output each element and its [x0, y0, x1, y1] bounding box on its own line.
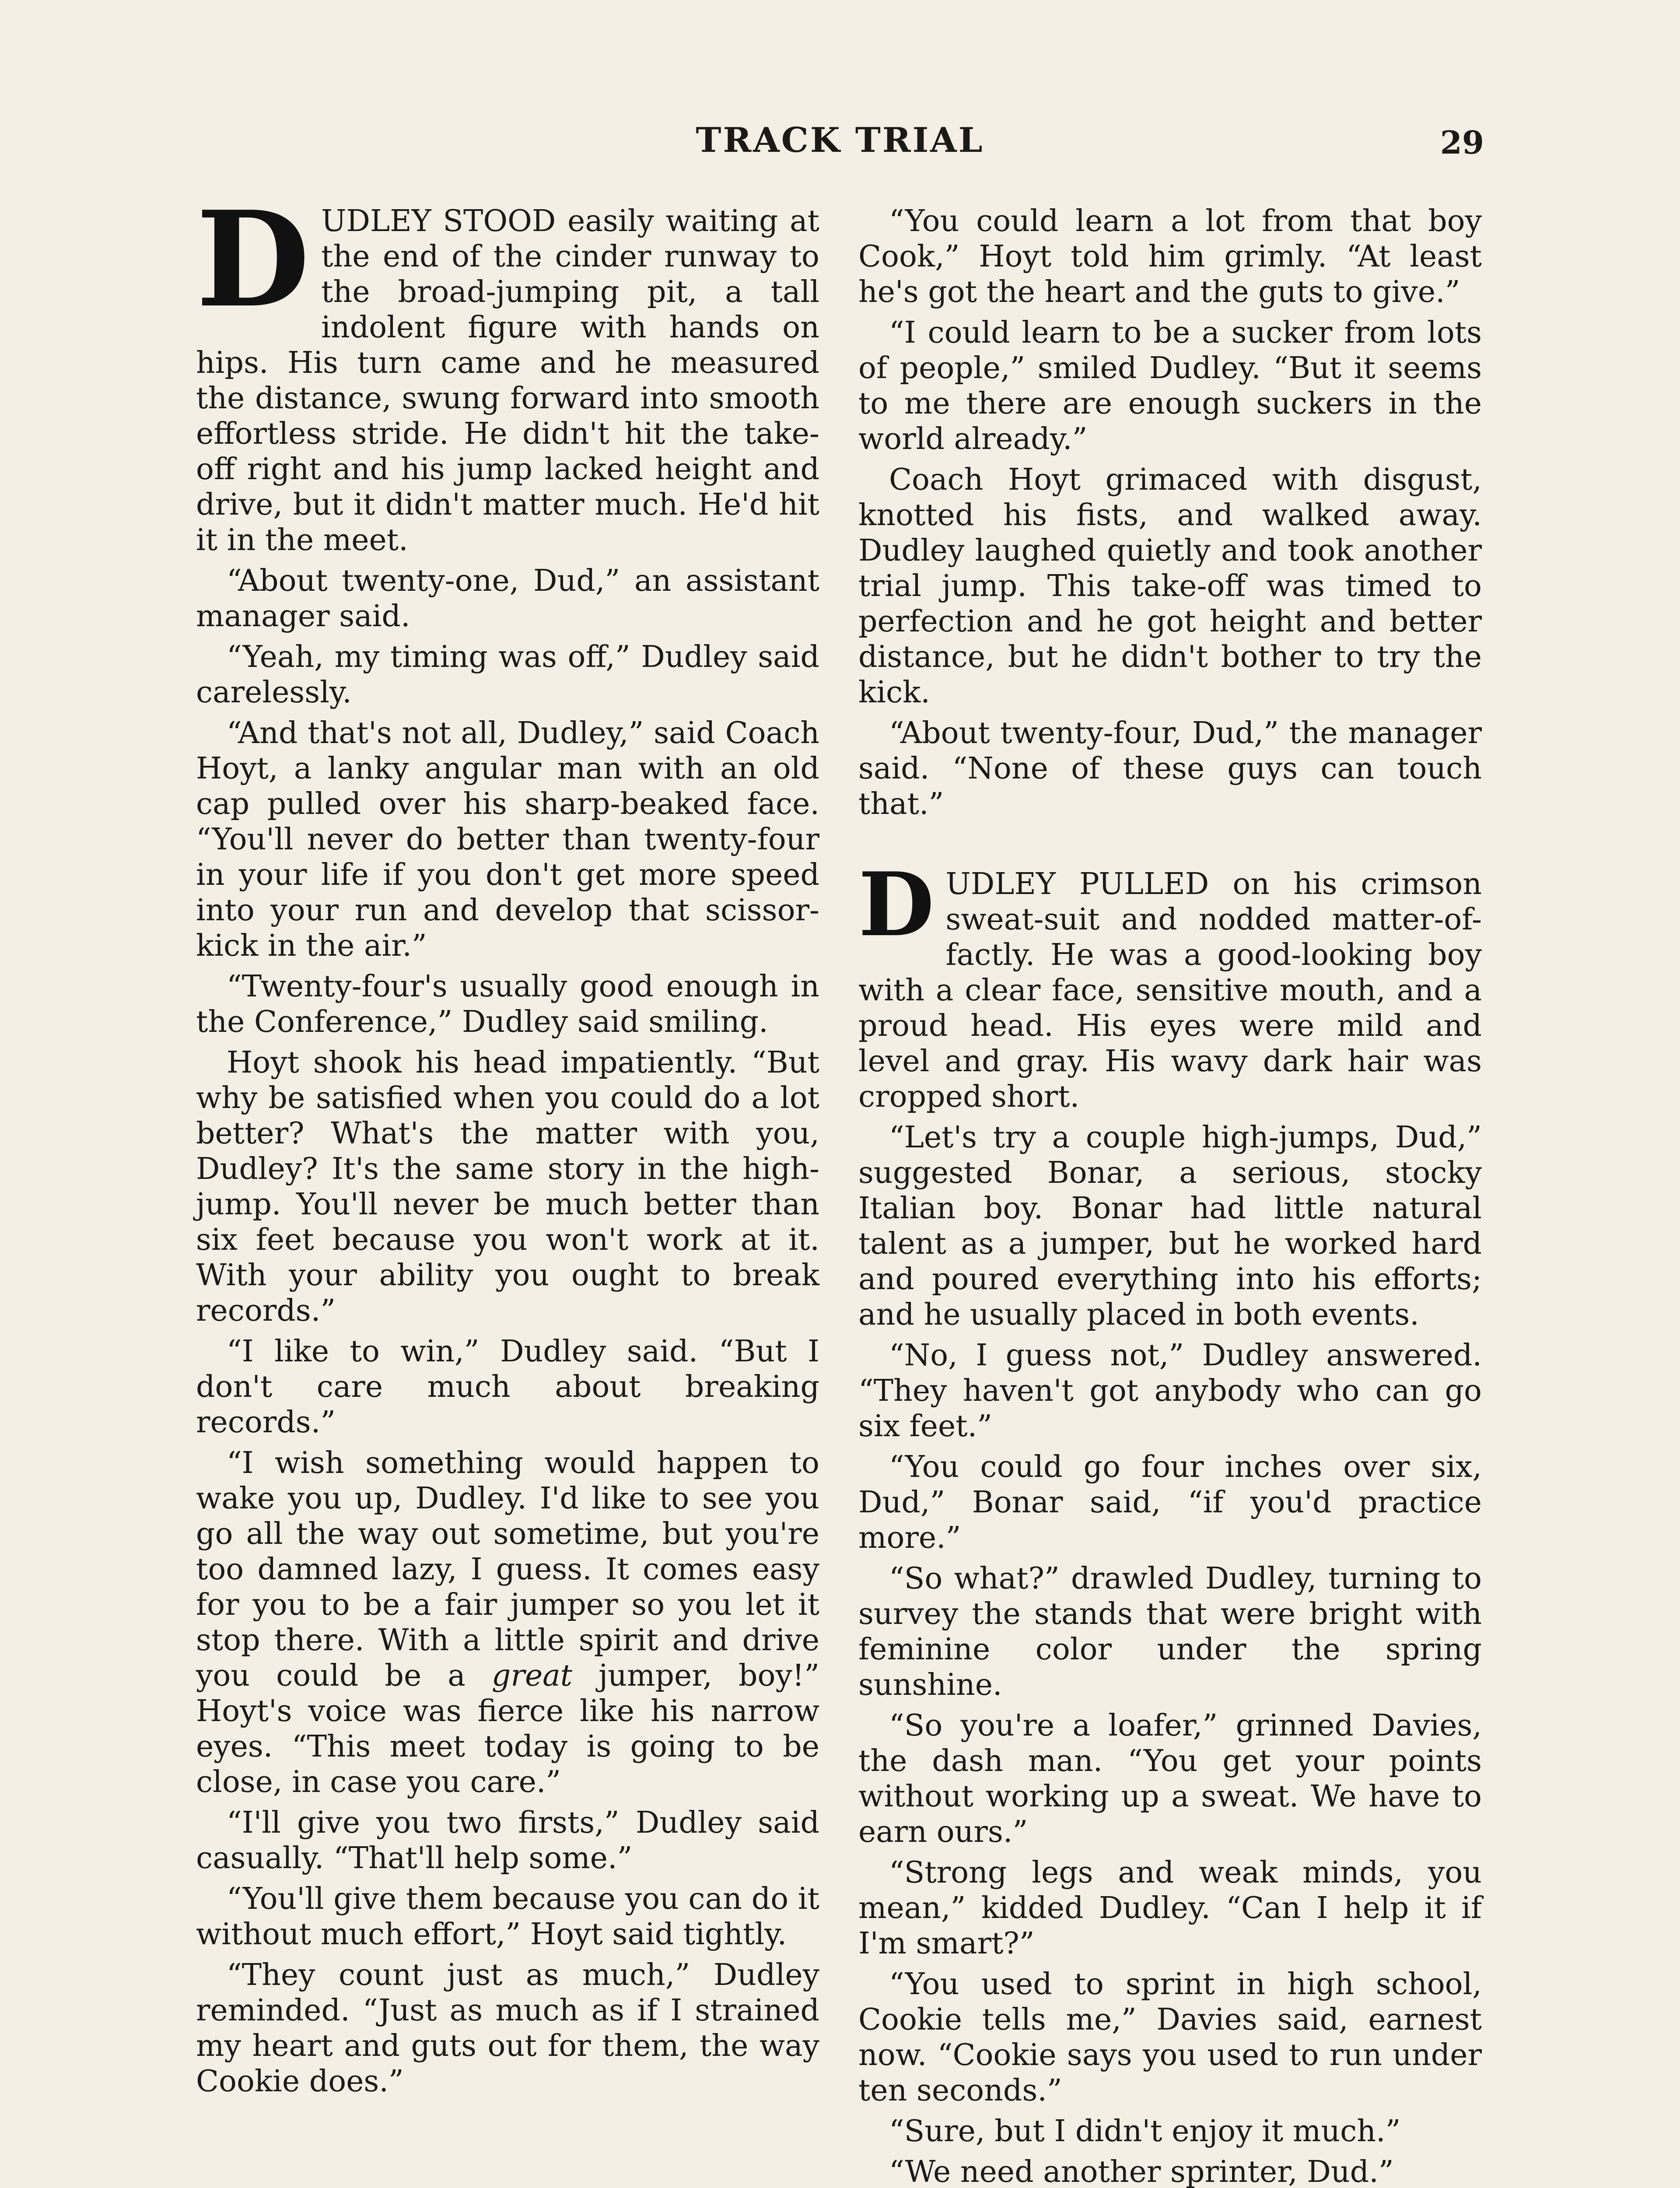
paragraph: “I'll give you two firsts,” Dudley said casually. “That'll help some.” [196, 1806, 819, 1876]
paragraph: “I like to win,” Dudley said. “But I don't care much about breaking records.” [196, 1334, 819, 1440]
drop-cap: D [858, 853, 934, 956]
paragraph: “Twenty-four's usually good enough in the Conference,” Dudley said smiling. [196, 969, 819, 1039]
paragraph: “You'll give them because you can do it without much effort,” Hoyt said tightly. [196, 1882, 819, 1952]
paragraph: “So what?” drawled Dudley, turning to survey the stands that were bright with feminine color under the spring sunshine. [858, 1561, 1482, 1702]
paragraph: “You used to sprint in high school, Cookie tells me,” Davies said, earnest now. “Cookie says you used to run under ten seconds.” [858, 1967, 1482, 2108]
paragraph: “About twenty-one, Dud,” an assistant manager said. [196, 564, 819, 634]
section-break [858, 827, 1482, 866]
section-opening-paragraph [858, 853, 1482, 1115]
paragraph: “About twenty-four, Dud,” the manager said. “None of these guys can touch that.” [858, 716, 1482, 821]
paragraph: “You could go four inches over six, Dud,” Bonar said, “if you'd practice more.” [858, 1450, 1482, 1555]
paragraph-text: jumper, boy!” Hoyt's voice was fierce like his narrow eyes. “This meet today is going to be close, in case you care.” [196, 1659, 819, 1799]
paragraph: “I could learn to be a sucker from lots of people,” smiled Dudley. “But it seems to me there are enough suckers in the world already.” [858, 316, 1482, 456]
right-column [858, 203, 1482, 2188]
emphasis-text: great [491, 1659, 573, 1693]
running-title: TRACK TRIAL [696, 120, 984, 160]
paragraph: “Yeah, my timing was off,” Dudley said carelessly. [196, 640, 819, 710]
paragraph [196, 1445, 819, 1800]
paragraph: “So you're a loafer,” grinned Davies, the dash man. “You get your points without working up a sweat. We have to earn ours.” [858, 1708, 1482, 1849]
paragraph: “Sure, but I didn't enjoy it much.” [889, 2114, 1401, 2149]
paragraph: “They count just as much,” Dudley reminded. “Just as much as if I strained my heart and guts out for them, the way Cookie does.” [196, 1958, 819, 2099]
page-header [0, 120, 1680, 173]
paragraph: “We need another sprinter, Dud.” [889, 2155, 1394, 2188]
paragraph-text: UDLEY STOOD easily waiting at the end of the cinder runway to the broad-jumping pit, a tall indolent figure with hands on hips. His turn came and he measured the distance, swung forward into smooth effortless stride. He didn't hit the take-off right and his jump lacked height and drive, but it didn't matter much. He'd hit it in the meet. [196, 204, 819, 558]
paragraph: “You could learn a lot from that boy Cook,” Hoyt told him grimly. “At least he's got the heart and the guts to give.” [858, 204, 1482, 309]
paragraph: “Strong legs and weak minds, you mean,” kidded Dudley. “Can I help it if I'm smart?” [858, 1855, 1482, 1961]
paragraph: “And that's not all, Dudley,” said Coach Hoyt, a lanky angular man with an old cap pulled over his sharp-beaked face. “You'll never do better than twenty-four in your life if you don't get more speed into your run and develop that scissor-kick in the air.” [196, 716, 819, 963]
paragraph-text: “I wish something would happen to wake you up, Dudley. I'd like to see you go all the way out sometime, but you're too damned lazy, I guess. It comes easy for you to be a fair jumper so you let it stop there. With a little spirit and drive you could be a [196, 1446, 819, 1693]
paragraph: Coach Hoyt grimaced with disgust, knotted his fists, and walked away. Dudley laughed quietly and took another trial jump. This take-off was timed to perfection and he got height and better distance, but he didn't bother to try the kick. [858, 463, 1482, 710]
paragraph-text: UDLEY PULLED on his crimson sweat-suit and nodded matter-of-factly. He was a good-looking boy with a clear face, sensitive mouth, and a proud head. His eyes were mild and level and gray. His wavy dark hair was cropped short. [858, 867, 1482, 1114]
left-column [196, 182, 819, 2104]
drop-cap: D [196, 182, 310, 337]
paragraph: “Let's try a couple high-jumps, Dud,” suggested Bonar, a serious, stocky Italian boy. Bonar had little natural talent as a jumper, but he worked hard and poured everything into his efforts; and he usually placed in both events. [858, 1120, 1482, 1332]
paragraph: “No, I guess not,” Dudley answered. “They haven't got anybody who can go six feet.” [858, 1338, 1482, 1444]
paragraph: Hoyt shook his head impatiently. “But why be satisfied when you could do a lot better? What's the matter with you, Dudley? It's the same story in the high-jump. You'll never be much better than six feet because you won't work at it. With your ability you ought to break records.” [196, 1045, 819, 1328]
opening-paragraph [196, 182, 819, 558]
page-number: 29 [1440, 124, 1484, 161]
